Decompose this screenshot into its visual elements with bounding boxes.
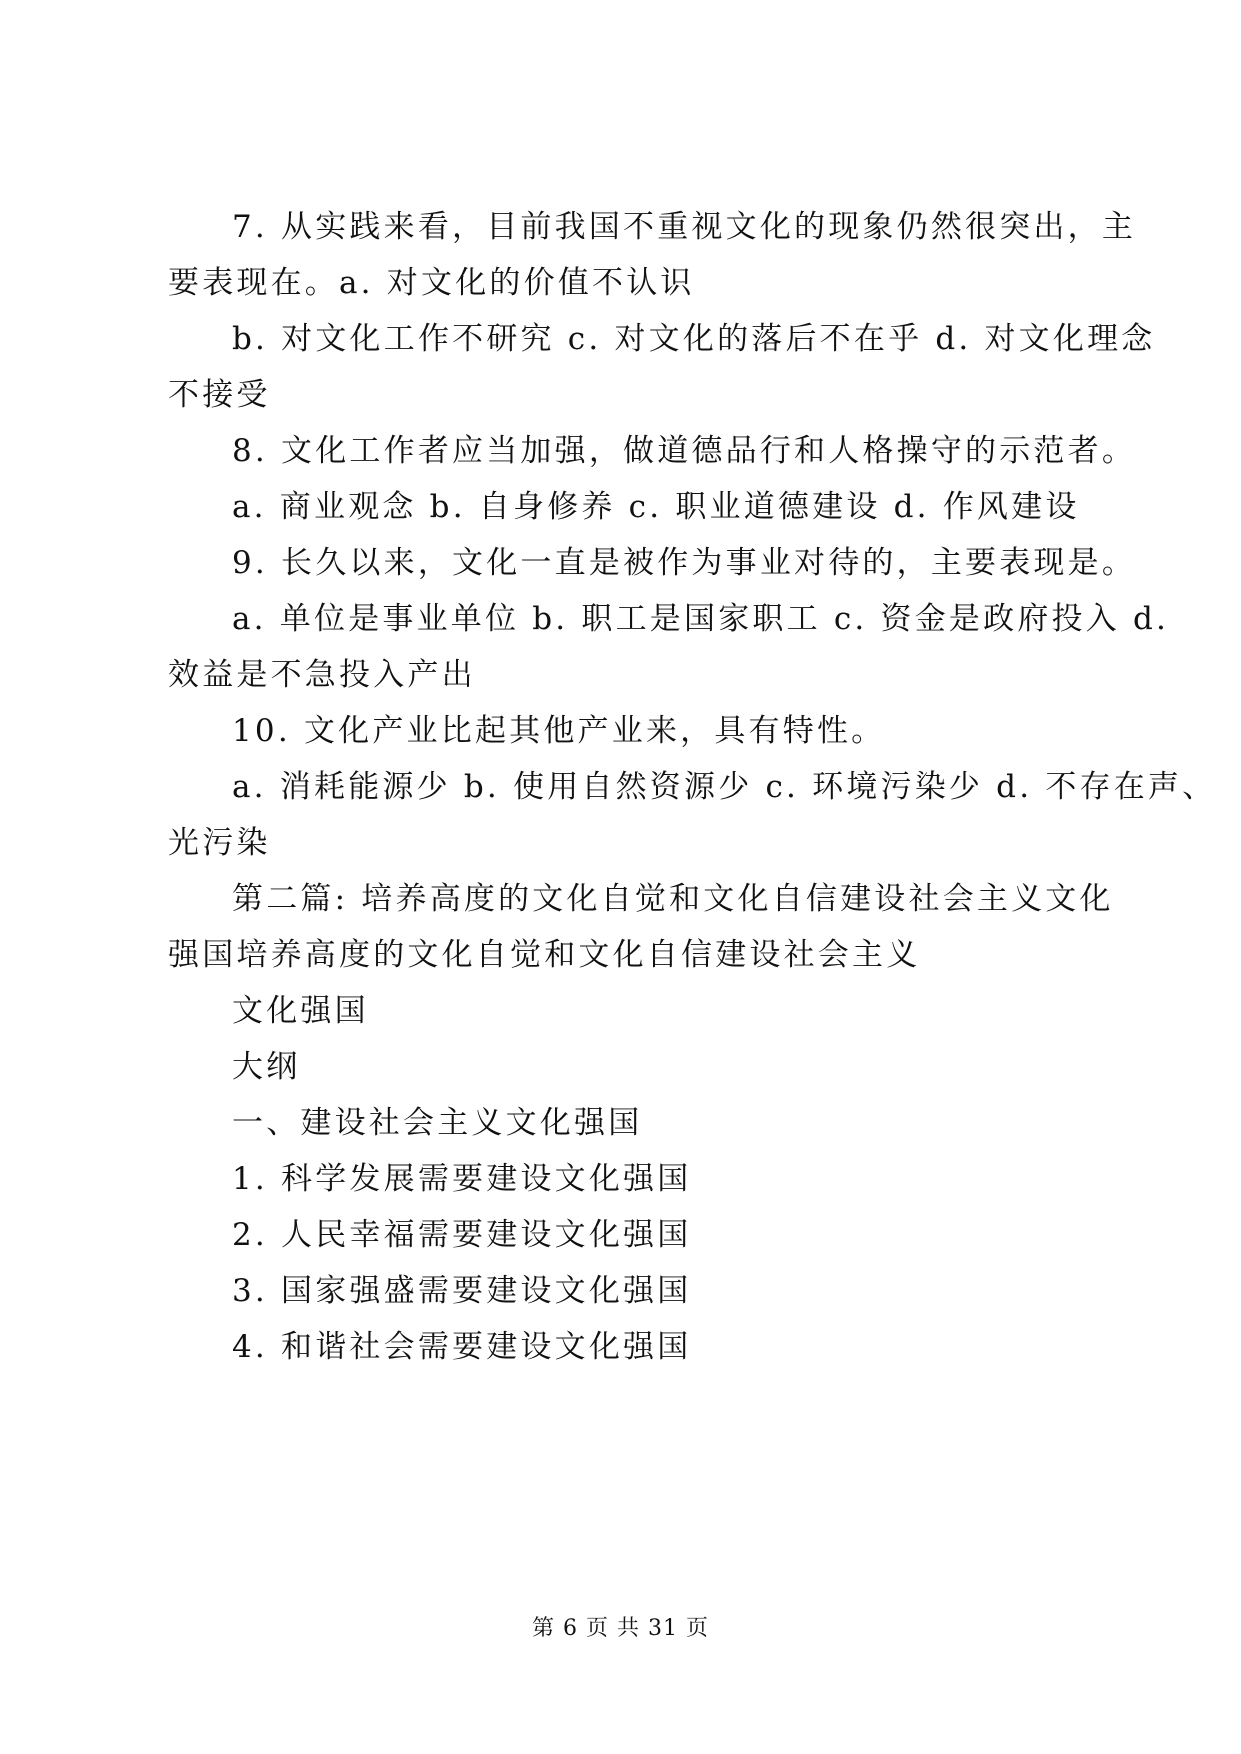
paragraph-line: 8. 文化工作者应当加强，做道德品行和人格操守的示范者。: [232, 433, 1137, 469]
paragraph-line: a. 消耗能源少 b. 使用自然资源少 c. 环境污染少 d. 不存在声、: [232, 769, 1217, 805]
page-number-footer: 第 6 页 共 31 页: [532, 1616, 709, 1641]
outline-item: 4. 和谐社会需要建设文化强国: [232, 1329, 692, 1365]
section-heading-line: 文化强国: [232, 993, 369, 1029]
paragraph-line: 7. 从实践来看，目前我国不重视文化的现象仍然很突出，主: [232, 209, 1137, 245]
section-heading-line: 强国培养高度的文化自觉和文化自信建设社会主义: [168, 937, 921, 973]
outline-item: 一、建设社会主义文化强国: [232, 1105, 643, 1141]
paragraph-line: 光污染: [168, 825, 271, 861]
paragraph-line: 9. 长久以来，文化一直是被作为事业对待的，主要表现是。: [232, 545, 1137, 581]
outline-item: 2. 人民幸福需要建设文化强国: [232, 1217, 692, 1253]
paragraph-line: 效益是不急投入产出: [168, 657, 476, 693]
paragraph-line: a. 商业观念 b. 自身修养 c. 职业道德建设 d. 作风建设: [232, 489, 1080, 525]
section-heading-line: 第二篇: 培养高度的文化自觉和文化自信建设社会主义文化: [232, 881, 1114, 917]
outline-heading: 大纲: [232, 1049, 301, 1085]
paragraph-line: b. 对文化工作不研究 c. 对文化的落后不在乎 d. 对文化理念: [232, 321, 1156, 357]
paragraph-line: 10. 文化产业比起其他产业来，具有特性。: [232, 713, 886, 749]
paragraph-line: 不接受: [168, 377, 271, 413]
paragraph-line: 要表现在。a. 对文化的价值不认识: [168, 265, 695, 301]
paragraph-line: a. 单位是事业单位 b. 职工是国家职工 c. 资金是政府投入 d.: [232, 601, 1170, 637]
outline-item: 1. 科学发展需要建设文化强国: [232, 1161, 692, 1197]
outline-item: 3. 国家强盛需要建设文化强国: [232, 1273, 692, 1309]
